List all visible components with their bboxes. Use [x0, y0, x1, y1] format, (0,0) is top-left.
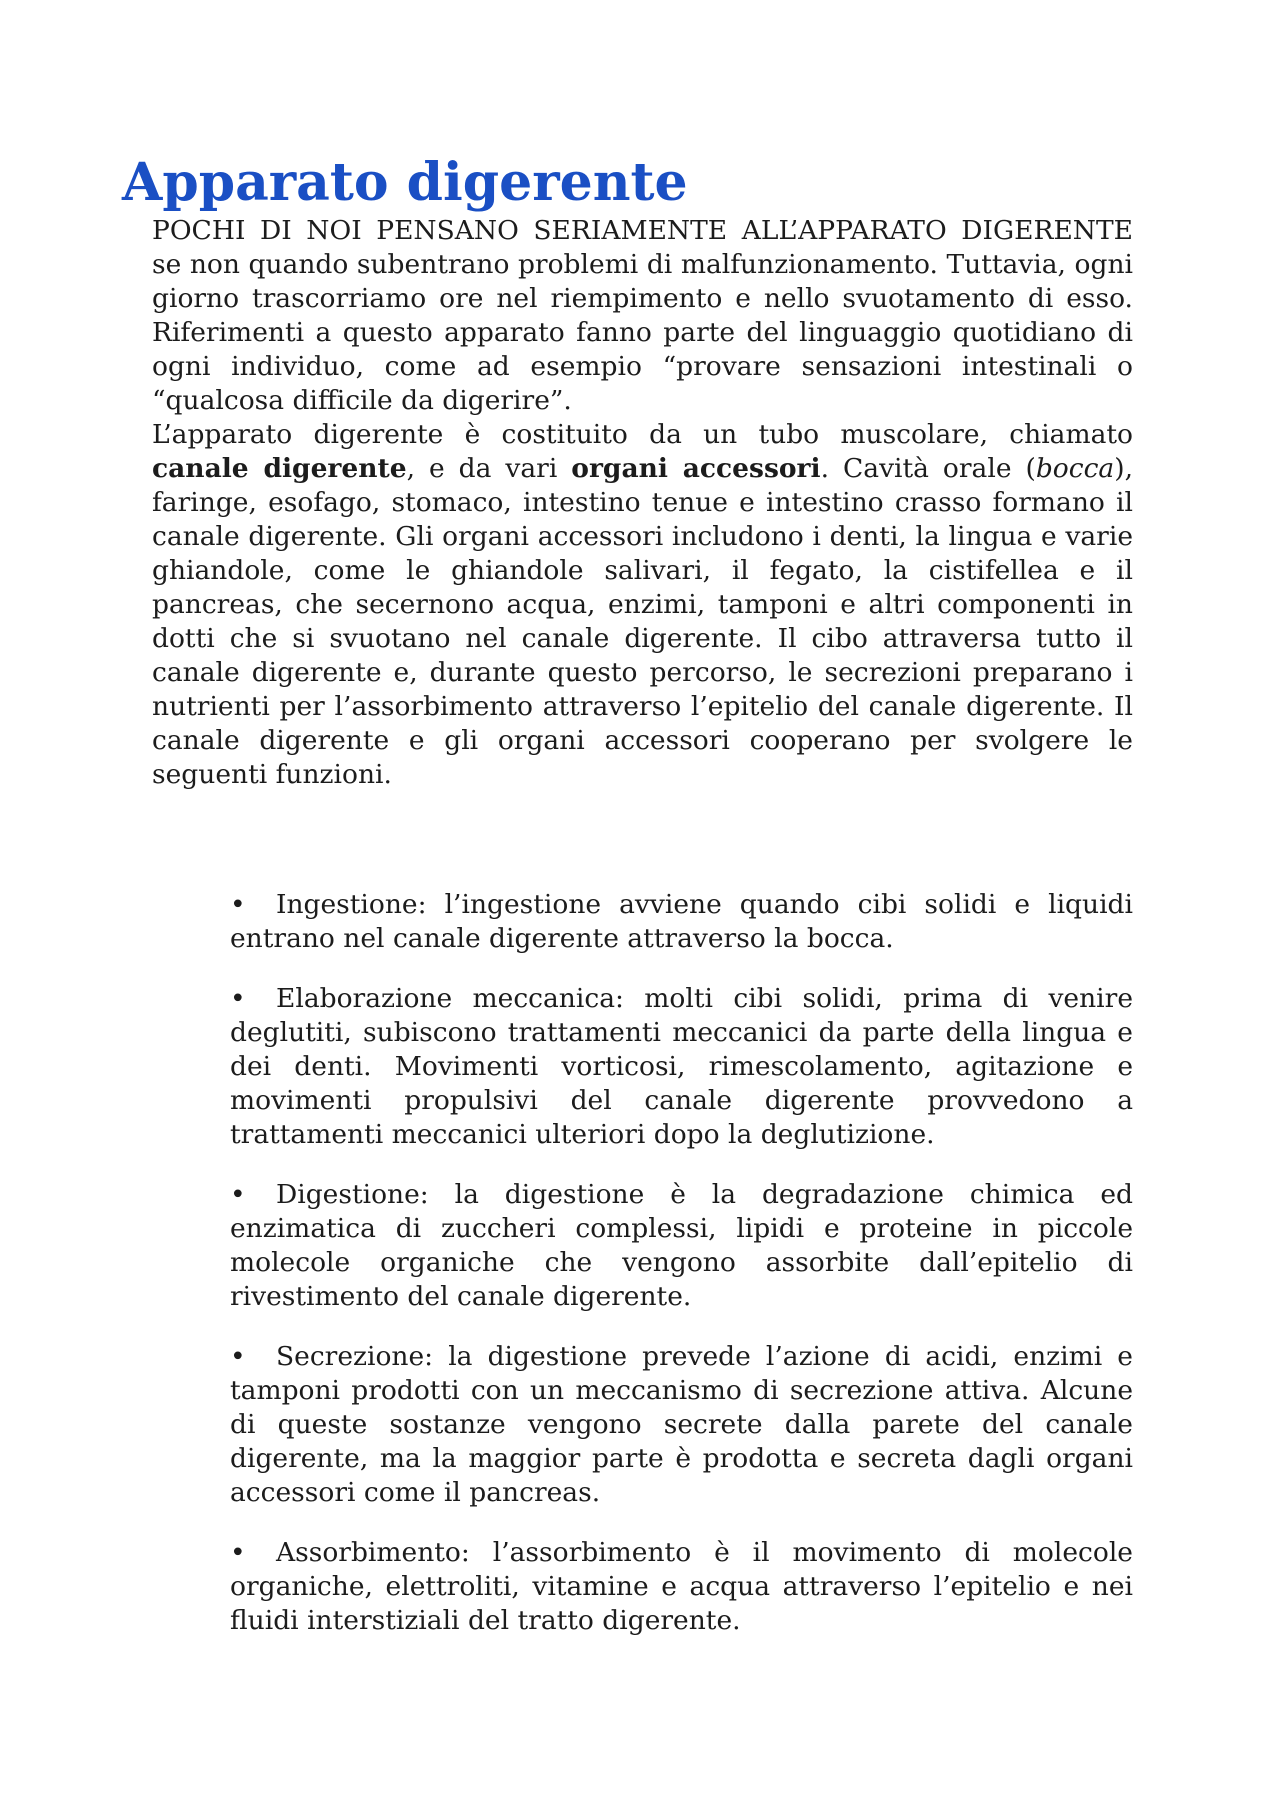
- list-item: [230, 888, 1133, 956]
- functions-list: [230, 888, 1133, 1664]
- page-title: Apparato digerente: [122, 152, 688, 213]
- intro-text: [152, 214, 1133, 792]
- term-organi-accessori: organi accessori: [571, 453, 821, 484]
- list-item-text: Digestione: la digestione è la degradazione chimica ed enzimatica di zuccheri complessi, lipidi e proteine in piccole molecole organiche che vengono assorbite dall’epitelio di rivestimento del canale digerente.: [230, 1179, 1133, 1312]
- list-item-text: Ingestione: l’ingestione avviene quando cibi solidi e liquidi entrano nel canale digerente attraverso la bocca.: [230, 889, 1133, 954]
- intro-p2-text-c: . Cavità orale (: [820, 453, 1036, 484]
- term-bocca: bocca: [1035, 453, 1115, 484]
- intro-paragraph-2: [152, 418, 1133, 792]
- intro-p2-text-d: ), faringe, esofago, stomaco, intestino tenue e intestino crasso formano il canale digerente. Gli organi accessori includono i denti, la lingua e varie ghiandole, come le ghiandole salivari, il fegato, la cistifellea e il pancreas, che secernono acqua, enzimi, tamponi e altri componenti in dotti che si svuotano nel canale digerente. Il cibo attraversa tutto il canale digerente e, durante questo percorso, le secrezioni preparano i nutrienti per l’assorbimento attraverso l’epitelio del canale digerente. Il canale digerente e gli organi accessori cooperano per svolgere le seguenti funzioni.: [152, 453, 1133, 790]
- list-item-text: Secrezione: la digestione prevede l’azione di acidi, enzimi e tamponi prodotti con un meccanismo di secrezione attiva. Alcune di queste sostanze vengono secrete dalla parete del canale digerente, ma la maggior parte è prodotta e secreta dagli organi accessori come il pancreas.: [230, 1341, 1133, 1508]
- bullet-icon: •: [230, 983, 246, 1014]
- list-item: [230, 982, 1133, 1152]
- intro-p2-text-a: L’apparato digerente è costituito da un tubo muscolare, chiamato: [152, 419, 1133, 450]
- term-canale-digerente: canale digerente: [152, 453, 407, 484]
- intro-p2-text-b: , e da vari: [406, 453, 572, 484]
- list-item: [230, 1178, 1133, 1314]
- bullet-icon: •: [230, 1537, 246, 1568]
- intro-paragraph-1: POCHI DI NOI PENSANO SERIAMENTE ALL’APPARATO DIGERENTE se non quando subentrano problemi di malfunzionamento. Tuttavia, ogni giorno trascorriamo ore nel riempimento e nello svuotamento di esso. Riferimenti a questo apparato fanno parte del linguaggio quotidiano di ogni individuo, come ad esempio “provare sensazioni intestinali o “qualcosa difficile da digerire”.: [152, 215, 1133, 416]
- list-item: [230, 1536, 1133, 1638]
- list-item-text: Elaborazione meccanica: molti cibi solidi, prima di venire deglutiti, subiscono trattamenti meccanici da parte della lingua e dei denti. Movimenti vorticosi, rimescolamento, agitazione e movimenti propulsivi del canale digerente provvedono a trattamenti meccanici ulteriori dopo la deglutizione.: [230, 983, 1133, 1150]
- list-item-text: Assorbimento: l’assorbimento è il movimento di molecole organiche, elettroliti, vitamine e acqua attraverso l’epitelio e nei fluidi interstiziali del tratto digerente.: [230, 1537, 1133, 1636]
- bullet-icon: •: [230, 1179, 246, 1210]
- bullet-icon: •: [230, 1341, 246, 1372]
- list-item: [230, 1340, 1133, 1510]
- bullet-icon: •: [230, 889, 246, 920]
